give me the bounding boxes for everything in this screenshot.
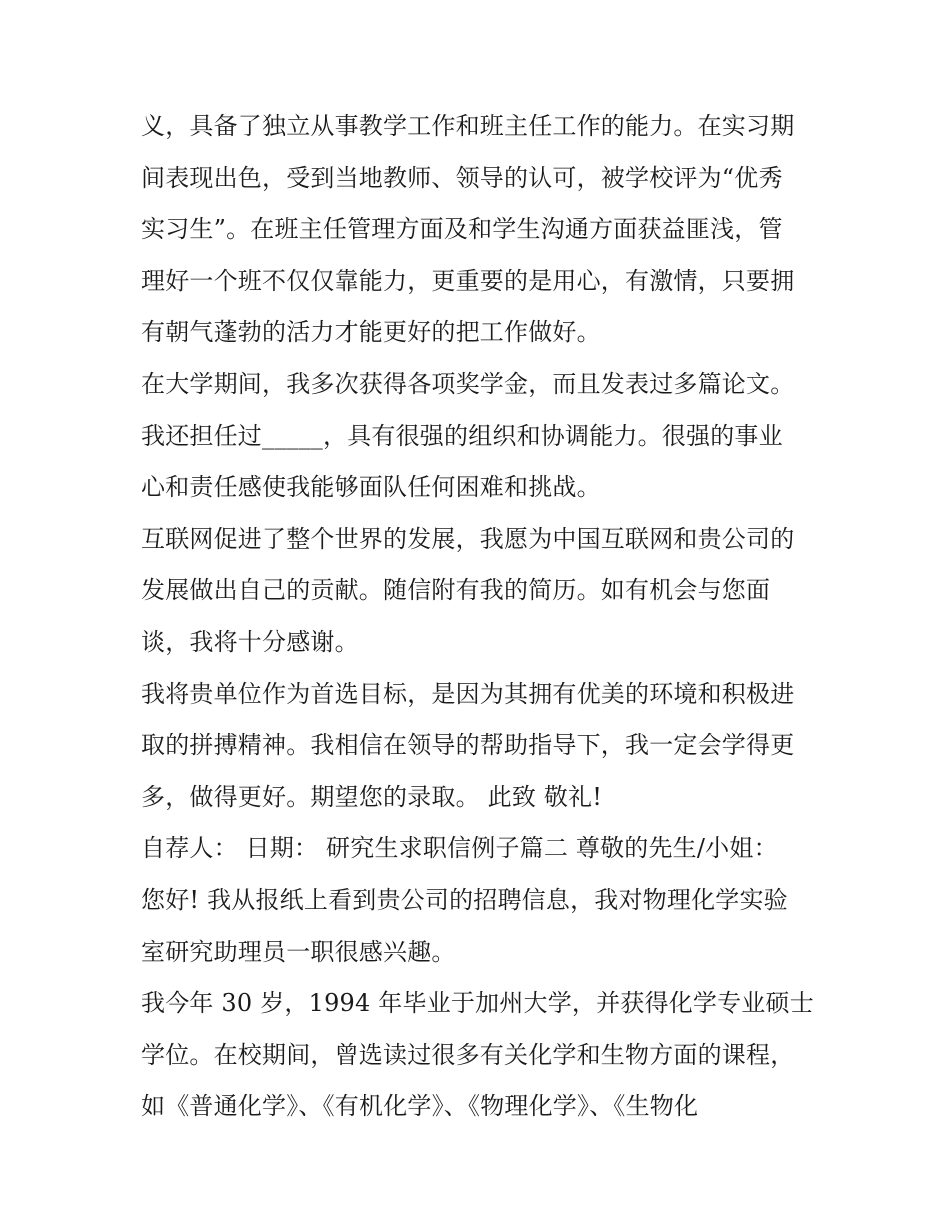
text-line: 谈，我将十分感谢。: [141, 627, 359, 656]
text-line: 如《普通化学》、《有机化学》、《物理化学》、《生物化: [141, 1092, 699, 1121]
text-line: 室研究助理员一职很感兴趣。: [141, 937, 456, 966]
text-line: 发展做出自己的贡献。随信附有我的简历。如有机会与您面: [141, 576, 771, 605]
text-line: 您好! 我从报纸上看到贵公司的招聘信息，我对物理化学实验: [141, 885, 788, 914]
text-line: 我将贵单位作为首选目标，是因为其拥有优美的环境和积极进: [141, 679, 795, 708]
text-line: 有朝气蓬勃的活力才能更好的把工作做好。: [141, 318, 601, 347]
text-line: 互联网促进了整个世界的发展，我愿为中国互联网和贵公司的: [141, 524, 795, 553]
text-line: 在大学期间，我多次获得各项奖学金，而且发表过多篇论文。: [141, 369, 795, 398]
text-line: 取的拼搏精神。我相信在领导的帮助指导下，我一定会学得更: [141, 731, 795, 760]
text-line: 学位。在校期间，曾选读过很多有关化学和生物方面的课程，: [141, 1040, 795, 1069]
text-line: 间表现出色，受到当地教师、领导的认可，被学校评为“优秀: [141, 163, 783, 192]
text-line: 实习生”。在班主任管理方面及和学生沟通方面获益匪浅，管: [141, 215, 783, 244]
text-line: 理好一个班不仅仅靠能力，更重要的是用心，有激情，只要拥: [141, 266, 795, 295]
text-line: 我今年 30 岁，1994 年毕业于加州大学，并获得化学专业硕士: [141, 989, 814, 1018]
text-line: 自荐人： 日期： 研究生求职信例子篇二 尊敬的先生/小姐：: [141, 834, 778, 863]
text-line: 义，具备了独立从事教学工作和班主任工作的能力。在实习期: [141, 112, 795, 140]
document-body: [141, 101, 831, 1133]
text-line: 我还担任过_____，具有很强的组织和协调能力。很强的事业: [141, 421, 783, 450]
text-line: 心和责任感使我能够面队任何困难和挑战。: [141, 473, 601, 502]
text-line: 多，做得更好。期望您的录取。 此致 敬礼!: [141, 782, 603, 811]
